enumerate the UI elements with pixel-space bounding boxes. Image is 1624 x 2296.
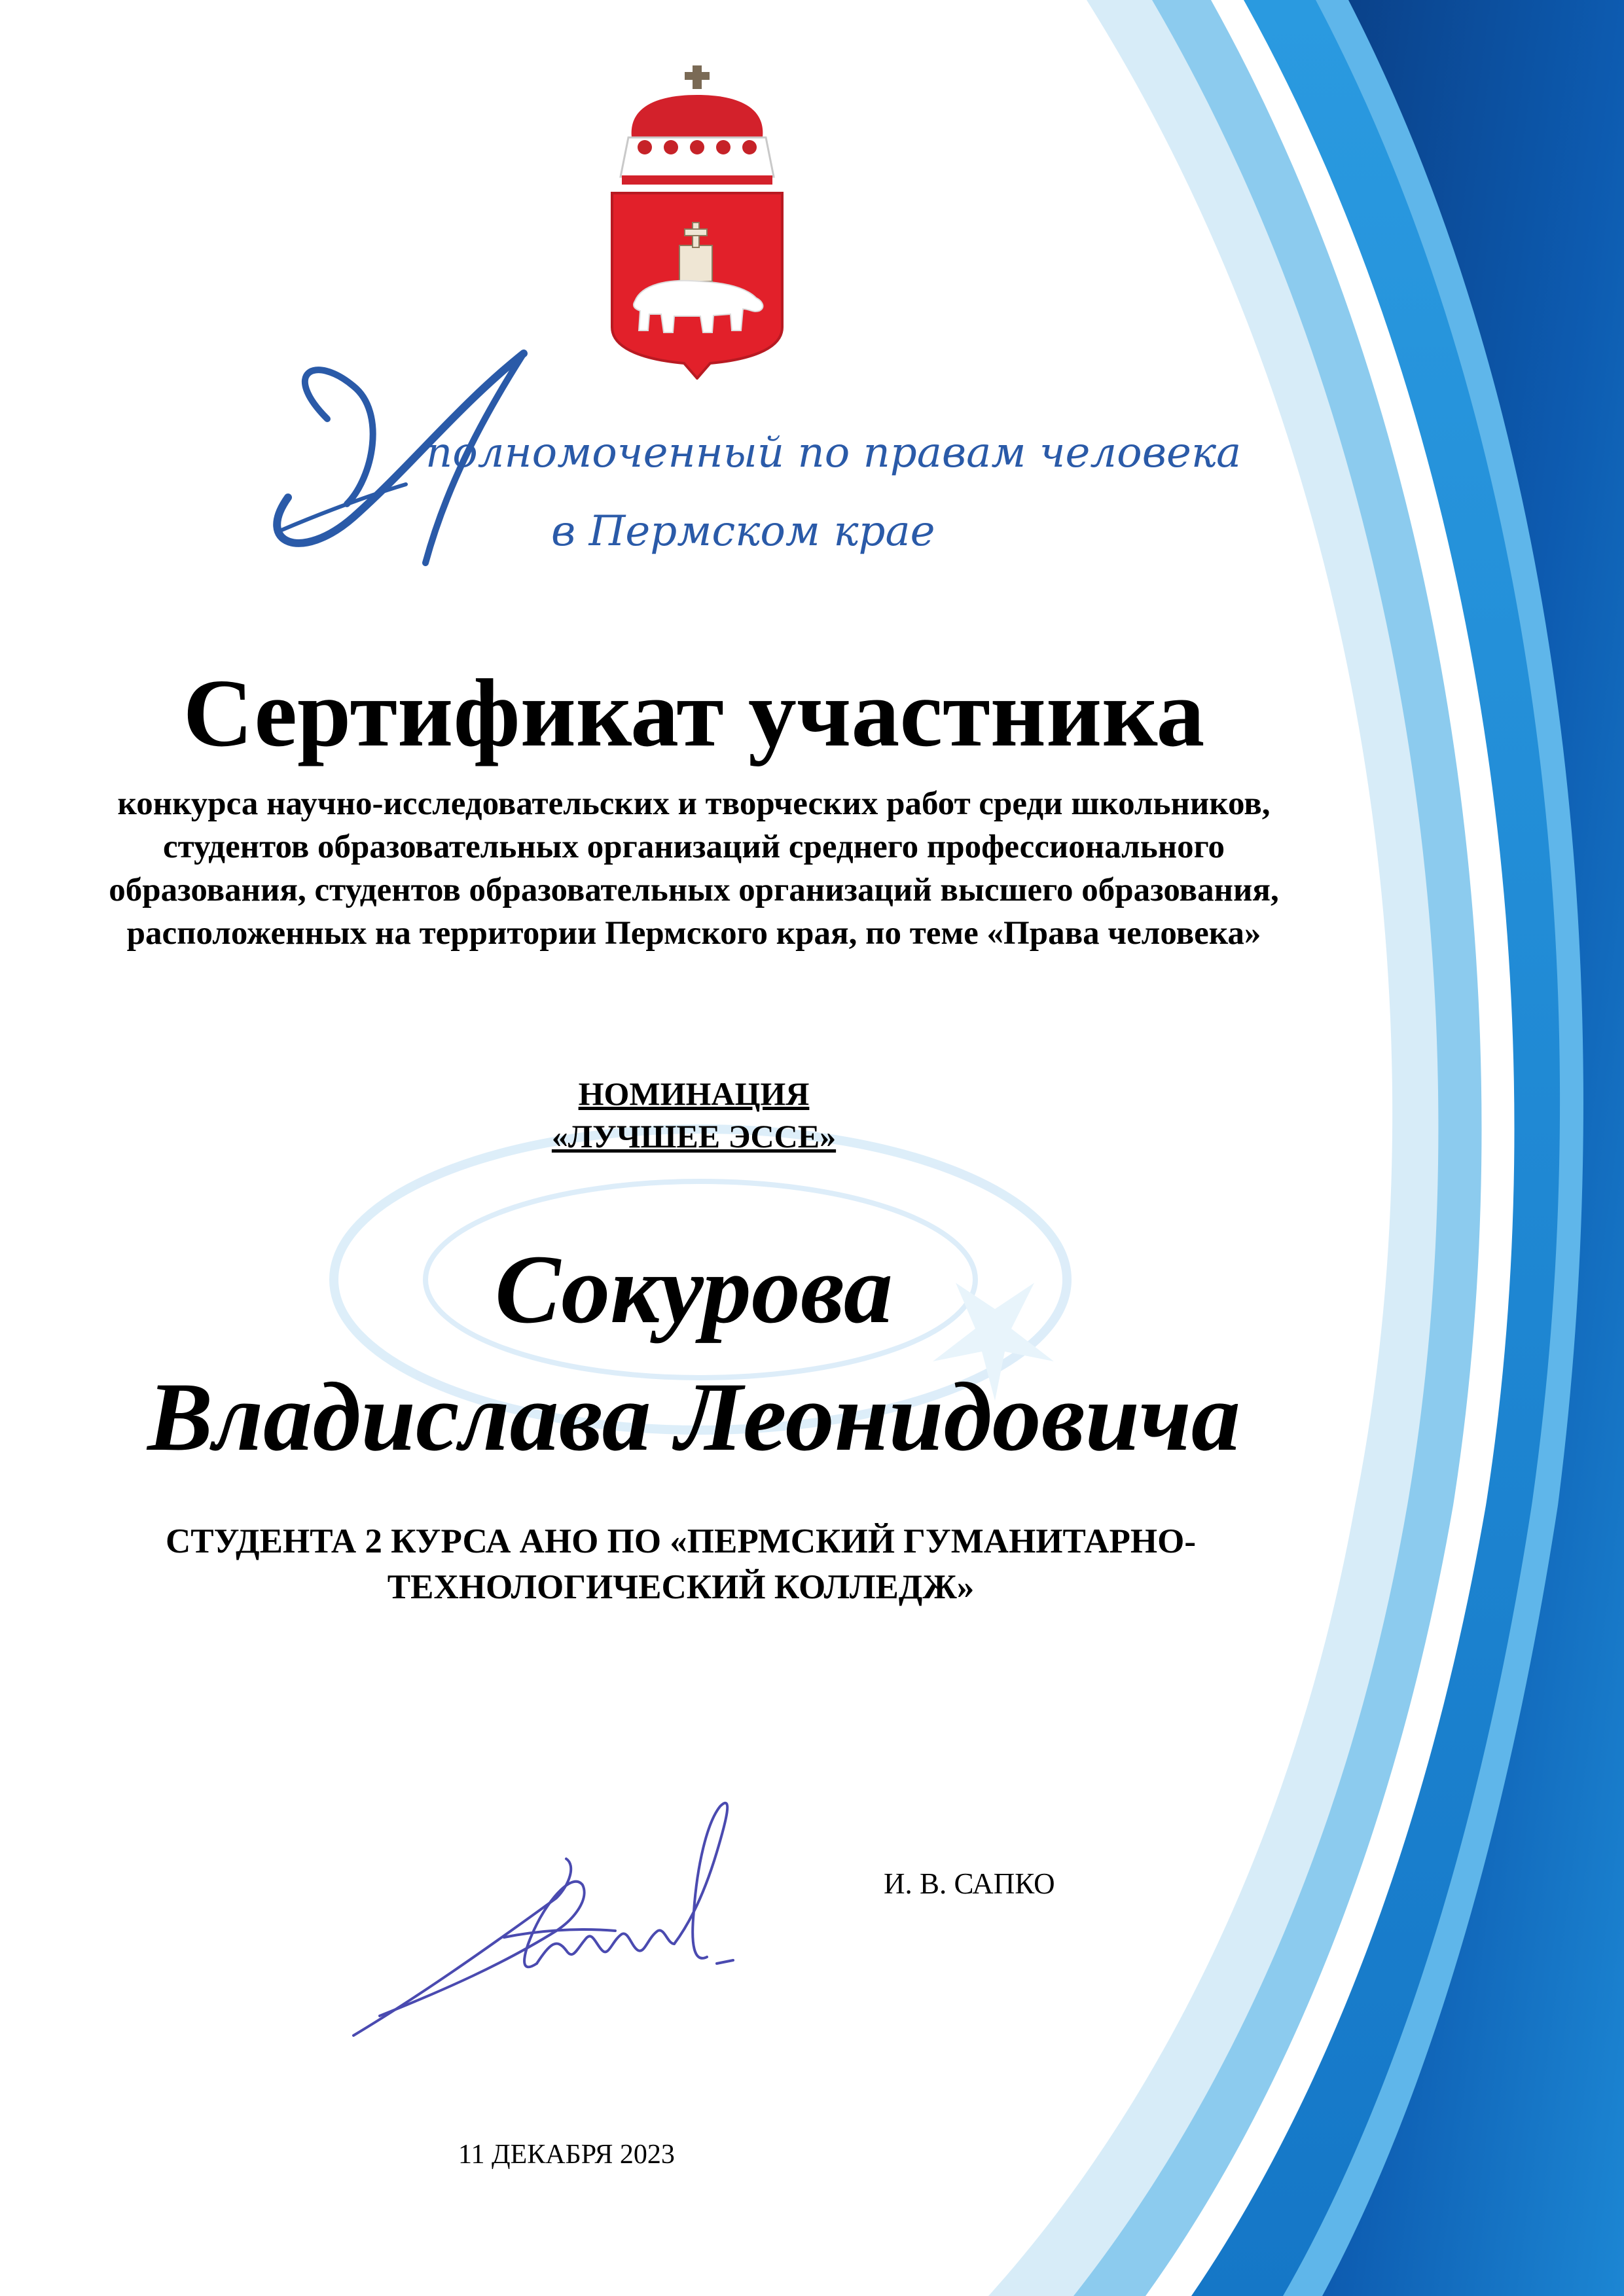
crown-icon — [621, 65, 774, 185]
contest-description: конкурса научно-исследовательских и творческих работ среди школьников, студентов образовательных организаций среднего профессионального образования, студентов образовательных организаций высшего образования, расположенных на территории Пермского края, по теме «Права человека» — [109, 785, 1279, 952]
issue-date: 11 ДЕКАБРЯ 2023 — [458, 2140, 675, 2170]
certificate-title: Сертификат участника — [183, 660, 1205, 767]
recipient-surname: Сокурова — [495, 1235, 893, 1344]
perm-krai-coat-of-arms-icon — [602, 65, 792, 380]
gospel-cross-icon — [679, 223, 712, 281]
nomination-name: «ЛУЧШЕЕ ЭССЕ» — [551, 1118, 837, 1155]
recipient-name: Владислава Леонидовича — [147, 1363, 1240, 1471]
ombudsman-title-line2: в Пермском крае — [551, 507, 935, 556]
nomination-label: НОМИНАЦИЯ — [578, 1075, 810, 1112]
handwritten-signature-icon — [340, 1767, 864, 2049]
recipient-affiliation: СТУДЕНТА 2 КУРСА АНО ПО «ПЕРМСКИЙ ГУМАНИТАРНО-ТЕХНОЛОГИЧЕСКИЙ КОЛЛЕДЖ» — [165, 1522, 1196, 1606]
signer-name: И. В. САПКО — [884, 1867, 1055, 1900]
ombudsman-title-line1: полномоченный по правам человека — [425, 429, 1242, 477]
